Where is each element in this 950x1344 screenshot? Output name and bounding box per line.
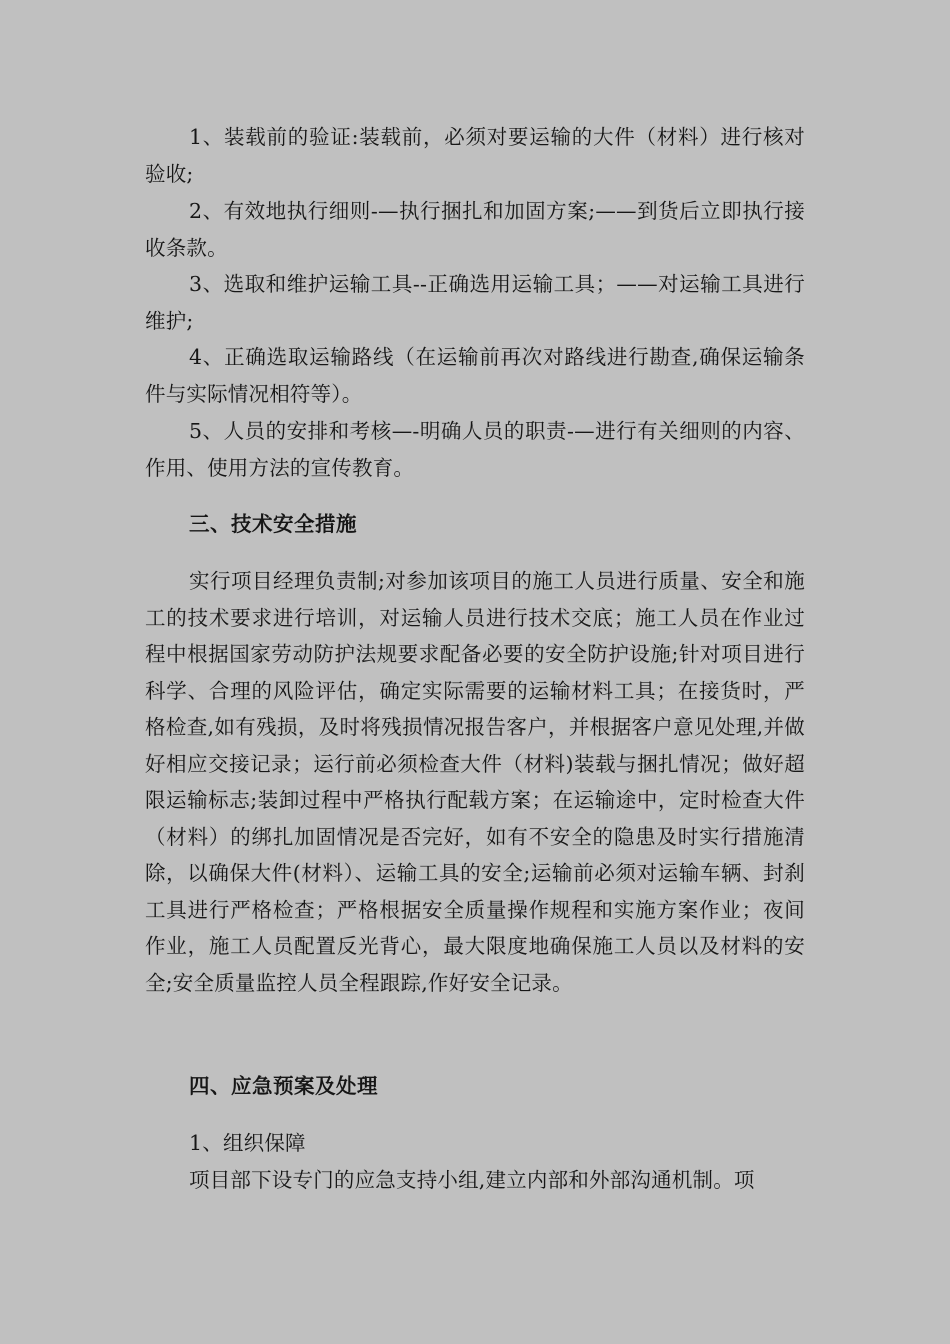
section-3-heading: 三、技术安全措施 <box>189 512 357 536</box>
transport-item-1: 1、装载前的验证:装载前，必须对要运输的大件（材料）进行核对验收; <box>145 125 805 186</box>
section-4-heading: 四、应急预案及处理 <box>189 1074 378 1098</box>
transport-item-5: 5、人员的安排和考核—-明确人员的职责-—进行有关细则的内容、作用、使用方法的宣传教育。 <box>145 419 805 480</box>
section-3-body: 实行项目经理负责制;对参加该项目的施工人员进行质量、安全和施工的技术要求进行培训，对运输人员进行技术交底；施工人员在作业过程中根据国家劳动防护法规要求配备必要的安全防护设施;针对项目进行科学、合理的风险评估，确定实际需要的运输材料工具；在接货时，严格检查,如有残损，及时将残损情况报告客户，并根据客户意见处理,并做好相应交接记录；运行前必须检查大件（材料)装载与捆扎情况；做好超限运输标志;装卸过程中严格执行配载方案；在运输途中，定时检查大件（材料）的绑扎加固情况是否完好，如有不安全的隐患及时实行措施清除，以确保大件(材料）、运输工具的安全;运输前必须对运输车辆、封刹工具进行严格检查；严格根据安全质量操作规程和实施方案作业；夜间作业，施工人员配置反光背心，最大限度地确保施工人员以及材料的安全;安全质量监控人员全程跟踪,作好安全记录。 <box>145 569 805 995</box>
section-4-subheading: 1、组织保障 <box>189 1131 306 1155</box>
transport-item-2: 2、有效地执行细则-—执行捆扎和加固方案;——到货后立即执行接收条款。 <box>145 199 805 260</box>
section-4-body: 项目部下设专门的应急支持小组,建立内部和外部沟通机制。项 <box>189 1168 755 1192</box>
transport-item-3: 3、选取和维护运输工具--正确选用运输工具；——对运输工具进行维护; <box>145 272 805 333</box>
transport-item-4: 4、正确选取运输路线（在运输前再次对路线进行勘查,确保运输条件与实际情况相符等）。 <box>145 345 805 406</box>
